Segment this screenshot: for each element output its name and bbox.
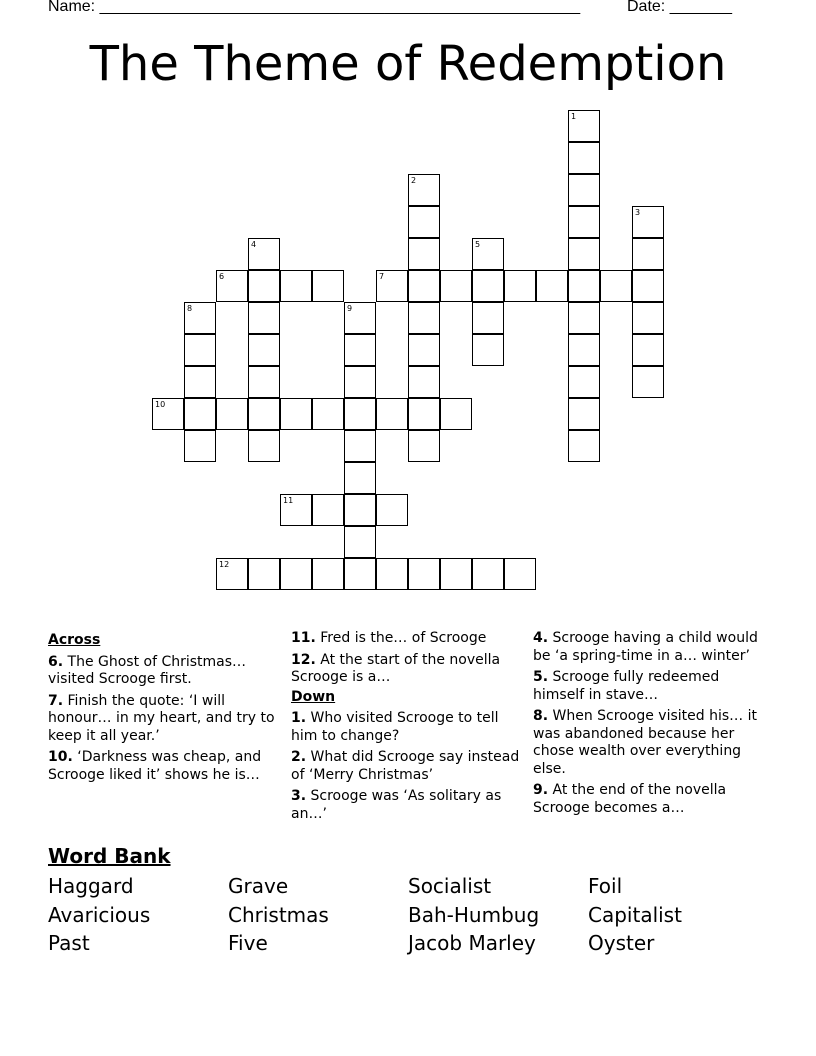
crossword-cell[interactable]: [408, 206, 440, 238]
crossword-cell[interactable]: [568, 206, 600, 238]
word-bank-item: Foil: [588, 874, 623, 898]
clue-down-9: 9. At the end of the novella Scrooge becomes a…: [533, 782, 727, 816]
crossword-cell[interactable]: [536, 270, 568, 302]
word-bank-item: Christmas: [228, 902, 329, 927]
crossword-cell[interactable]: [184, 366, 216, 398]
clue-number: 9: [347, 304, 353, 313]
clue-number: 11: [283, 496, 294, 505]
crossword-cell[interactable]: [248, 270, 280, 302]
crossword-cell[interactable]: [216, 558, 248, 590]
crossword-cell[interactable]: [408, 398, 440, 430]
crossword-cell[interactable]: [568, 302, 600, 334]
name-field-line: Name: ______________________________________________________: [48, 0, 581, 15]
word-bank-item: Capitalist: [588, 902, 682, 927]
crossword-cell[interactable]: [248, 558, 280, 590]
crossword-cell[interactable]: [248, 398, 280, 430]
crossword-cell[interactable]: [568, 430, 600, 462]
crossword-cell[interactable]: [568, 110, 600, 142]
crossword-cell[interactable]: [408, 270, 440, 302]
clue-across-10: 10. ‘Darkness was cheap, and Scrooge liked it’ shows he is…: [48, 749, 262, 783]
crossword-cell[interactable]: [568, 334, 600, 366]
crossword-cell[interactable]: [472, 238, 504, 270]
crossword-cell[interactable]: [312, 398, 344, 430]
clue-number: 12: [219, 560, 230, 569]
crossword-cell[interactable]: [344, 462, 376, 494]
word-bank-item: Avaricious: [48, 902, 151, 927]
clues-column-2: [291, 630, 527, 823]
crossword-cell[interactable]: [280, 494, 312, 526]
crossword-cell[interactable]: [568, 270, 600, 302]
crossword-cell[interactable]: [440, 398, 472, 430]
crossword-cell[interactable]: [632, 302, 664, 334]
crossword-cell[interactable]: [216, 398, 248, 430]
crossword-cell[interactable]: [632, 334, 664, 366]
crossword-cell[interactable]: [440, 558, 472, 590]
crossword-cell[interactable]: [312, 558, 344, 590]
crossword-cell[interactable]: [376, 558, 408, 590]
crossword-cell[interactable]: [568, 238, 600, 270]
page-title: The Theme of Redemption: [89, 36, 727, 92]
crossword-cell[interactable]: [280, 558, 312, 590]
crossword-cell[interactable]: [568, 366, 600, 398]
clue-number: 6: [219, 272, 225, 281]
crossword-cell[interactable]: [280, 398, 312, 430]
crossword-cell[interactable]: [248, 334, 280, 366]
crossword-cell[interactable]: [632, 238, 664, 270]
crossword-cell[interactable]: [440, 270, 472, 302]
crossword-cell[interactable]: [344, 366, 376, 398]
down-heading: Down: [291, 688, 336, 705]
crossword-cell[interactable]: [408, 302, 440, 334]
crossword-cell[interactable]: [248, 238, 280, 270]
crossword-cell[interactable]: [408, 430, 440, 462]
clue-number: 10: [155, 400, 166, 409]
crossword-cell[interactable]: [152, 398, 184, 430]
clue-across-7: 7. Finish the quote: ‘I will honour… in my heart, and try to keep it all year.’: [48, 692, 275, 744]
crossword-cell[interactable]: [504, 558, 536, 590]
crossword-cell[interactable]: [472, 334, 504, 366]
clue-number: 2: [411, 176, 417, 185]
clue-number: 4: [251, 240, 257, 249]
clue-across-12: 12. At the start of the novella Scrooge is a…: [291, 651, 501, 685]
word-bank-title: Word Bank: [48, 844, 171, 868]
crossword-cell[interactable]: [376, 398, 408, 430]
date-field-line: Date: _______: [627, 0, 732, 15]
crossword-cell[interactable]: [248, 302, 280, 334]
crossword-cell[interactable]: [344, 526, 376, 558]
crossword-cell[interactable]: [312, 494, 344, 526]
clue-down-8: 8. When Scrooge visited his… it was abandoned because her chose wealth over everything else.: [533, 708, 757, 777]
crossword-cell[interactable]: [344, 494, 376, 526]
crossword-cell[interactable]: [408, 334, 440, 366]
crossword-cell[interactable]: [408, 174, 440, 206]
crossword-cell[interactable]: [248, 366, 280, 398]
crossword-cell[interactable]: [280, 270, 312, 302]
crossword-cell[interactable]: [216, 270, 248, 302]
across-heading: Across: [48, 632, 101, 648]
crossword-cell[interactable]: [568, 174, 600, 206]
crossword-cell[interactable]: [472, 302, 504, 334]
clue-across-6: 6. The Ghost of Christmas… visited Scrooge first.: [48, 653, 247, 687]
crossword-cell[interactable]: [408, 558, 440, 590]
clue-down-4: 4. Scrooge having a child would be ‘a spring-time in a… winter’: [533, 630, 758, 664]
crossword-cell[interactable]: [344, 302, 376, 334]
crossword-cell[interactable]: [248, 430, 280, 462]
crossword-cell[interactable]: [408, 366, 440, 398]
clue-number: 7: [379, 272, 385, 281]
crossword-cell[interactable]: [184, 430, 216, 462]
crossword-cell[interactable]: [344, 430, 376, 462]
crossword-cell[interactable]: [568, 142, 600, 174]
clue-across-11: 11. Fred is the… of Scrooge: [291, 630, 487, 646]
crossword-cell[interactable]: [376, 494, 408, 526]
clues-column-1: [48, 630, 284, 784]
crossword-cell[interactable]: [632, 270, 664, 302]
crossword-cell[interactable]: [184, 302, 216, 334]
clue-number: 5: [475, 240, 481, 249]
word-bank-item: Grave: [228, 874, 289, 898]
crossword-cell[interactable]: [376, 270, 408, 302]
crossword-cell[interactable]: [312, 270, 344, 302]
word-bank-item: Five: [228, 931, 268, 955]
crossword-cell[interactable]: [472, 558, 504, 590]
crossword-cell[interactable]: [344, 558, 376, 590]
clue-down-3: 3. Scrooge was ‘As solitary as an…’: [291, 788, 502, 822]
crossword-cell[interactable]: [472, 270, 504, 302]
clues-column-3: [533, 630, 769, 817]
crossword-cell[interactable]: [600, 270, 632, 302]
crossword-cell[interactable]: [184, 398, 216, 430]
crossword-cell[interactable]: [632, 366, 664, 398]
word-bank-item: Oyster: [588, 931, 655, 955]
word-bank-item: Haggard: [48, 874, 134, 898]
clue-down-5: 5. Scrooge fully redeemed himself in stave…: [533, 669, 720, 703]
crossword-cell[interactable]: [504, 270, 536, 302]
clue-down-1: 1. Who visited Scrooge to tell him to change?: [291, 710, 499, 744]
word-bank-item: Past: [48, 931, 90, 955]
clue-down-2: 2. What did Scrooge say instead of ‘Merry Christmas’: [291, 749, 520, 783]
crossword-cell[interactable]: [568, 398, 600, 430]
crossword-cell[interactable]: [632, 206, 664, 238]
crossword-cell[interactable]: [344, 398, 376, 430]
word-bank: [48, 872, 768, 958]
word-bank-item: Socialist: [408, 874, 492, 898]
word-bank-item: Jacob Marley: [408, 931, 536, 955]
clue-number: 8: [187, 304, 193, 313]
crossword-cell[interactable]: [184, 334, 216, 366]
word-bank-item: Bah-Humbug: [408, 902, 540, 927]
clue-number: 3: [635, 208, 641, 217]
clue-number: 1: [571, 112, 577, 121]
crossword-cell[interactable]: [408, 238, 440, 270]
crossword-cell[interactable]: [344, 334, 376, 366]
